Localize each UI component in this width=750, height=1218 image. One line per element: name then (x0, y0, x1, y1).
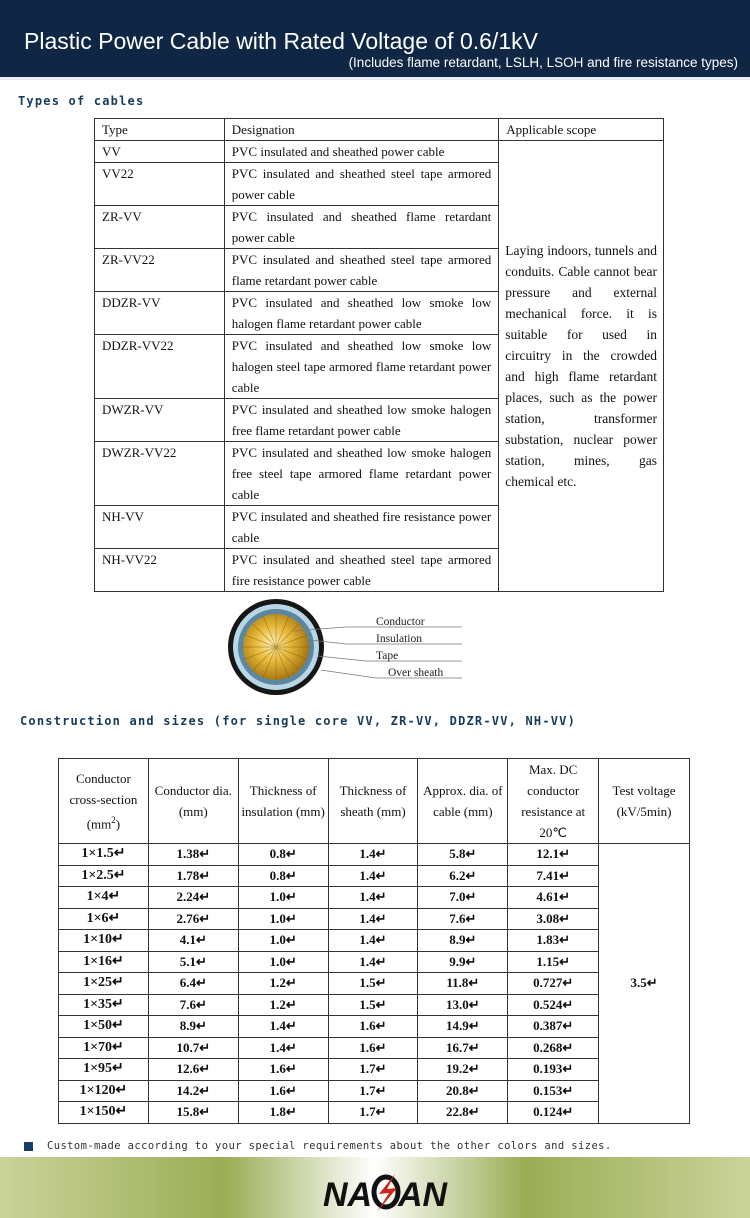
cell-cable-dia: 7.0↵ (418, 887, 508, 909)
cell-sheath: 1.4↵ (328, 887, 418, 909)
cell-dia: 1.78↵ (148, 865, 238, 887)
cell-insulation: 1.4↵ (238, 1016, 328, 1038)
cell-designation: PVC insulated and sheathed low smoke low halogen steel tape armored flame retardant power cable (224, 335, 498, 399)
cell-designation: PVC insulated and sheathed low smoke halogen free steel tape armored flame retardant power cable (224, 442, 498, 506)
cell-sheath: 1.7↵ (328, 1059, 418, 1081)
sizes-row (59, 1102, 690, 1124)
cell-resistance: 3.08↵ (508, 908, 599, 930)
cell-designation: PVC insulated and sheathed low smoke low halogen flame retardant power cable (224, 292, 498, 335)
cell-resistance: 4.61↵ (508, 887, 599, 909)
cell-sheath: 1.4↵ (328, 951, 418, 973)
cell-sheath: 1.5↵ (328, 994, 418, 1016)
cell-section: 1×70↵ (59, 1037, 149, 1059)
header-banner (0, 0, 750, 80)
cable-cross-section-diagram (226, 596, 462, 698)
cell-insulation: 1.4↵ (238, 1037, 328, 1059)
cell-resistance: 0.727↵ (508, 973, 599, 995)
cell-section: 1×1.5↵ (59, 844, 149, 866)
cell-cable-dia: 16.7↵ (418, 1037, 508, 1059)
cell-cable-dia: 5.8↵ (418, 844, 508, 866)
cell-cable-dia: 7.6↵ (418, 908, 508, 930)
cell-applicable-scope: Laying indoors, tunnels and conduits. Cable cannot bear pressure and external mechanical force. it is suitable for used in circuitry in the crowded and high flame retardant places, such as the power station, transformer substation, nuclear power station, mines, gas chemical etc. (499, 141, 664, 592)
cell-insulation: 1.0↵ (238, 887, 328, 909)
sizes-row (59, 1059, 690, 1081)
cell-insulation: 1.8↵ (238, 1102, 328, 1124)
page-subtitle: (Includes flame retardant, LSLH, LSOH and fire resistance types) (348, 55, 738, 70)
custom-note (24, 1140, 612, 1152)
sizes-row (59, 930, 690, 952)
cell-dia: 2.76↵ (148, 908, 238, 930)
cell-sheath: 1.4↵ (328, 908, 418, 930)
cell-resistance: 1.83↵ (508, 930, 599, 952)
sizes-row (59, 994, 690, 1016)
types-table (94, 118, 664, 592)
cell-resistance: 0.124↵ (508, 1102, 599, 1124)
cell-insulation: 1.6↵ (238, 1080, 328, 1102)
cell-cable-dia: 11.8↵ (418, 973, 508, 995)
cell-insulation: 1.0↵ (238, 951, 328, 973)
cell-type: DDZR-VV (95, 292, 225, 335)
cell-dia: 2.24↵ (148, 887, 238, 909)
cell-cable-dia: 13.0↵ (418, 994, 508, 1016)
cell-type: ZR-VV (95, 206, 225, 249)
cell-designation: PVC insulated and sheathed power cable (224, 141, 498, 163)
cell-resistance: 0.268↵ (508, 1037, 599, 1059)
sizes-row (59, 973, 690, 995)
cell-section: 1×25↵ (59, 973, 149, 995)
header-type: Type (95, 119, 225, 141)
sizes-row (59, 1037, 690, 1059)
cell-resistance: 0.153↵ (508, 1080, 599, 1102)
label-over-sheath: Over sheath (388, 667, 444, 679)
cell-dia: 1.38↵ (148, 844, 238, 866)
sizes-row (59, 887, 690, 909)
cell-resistance: 0.524↵ (508, 994, 599, 1016)
cell-section: 1×4↵ (59, 887, 149, 909)
cell-sheath: 1.4↵ (328, 844, 418, 866)
cell-section: 1×16↵ (59, 951, 149, 973)
cell-insulation: 1.0↵ (238, 908, 328, 930)
label-tape: Tape (376, 650, 399, 662)
cell-dia: 4.1↵ (148, 930, 238, 952)
sizes-row (59, 908, 690, 930)
cell-designation: PVC insulated and sheathed steel tape armored fire resistance power cable (224, 549, 498, 592)
cell-designation: PVC insulated and sheathed low smoke halogen free flame retardant power cable (224, 399, 498, 442)
sizes-header-row (59, 759, 690, 844)
cell-resistance: 12.1↵ (508, 844, 599, 866)
cell-cable-dia: 22.8↵ (418, 1102, 508, 1124)
header-cable-dia: Approx. dia. of cable (mm) (418, 759, 508, 844)
cell-section: 1×95↵ (59, 1059, 149, 1081)
cell-dia: 14.2↵ (148, 1080, 238, 1102)
sizes-row (59, 865, 690, 887)
cell-type: NH-VV22 (95, 549, 225, 592)
cell-resistance: 1.15↵ (508, 951, 599, 973)
cell-type: DWZR-VV (95, 399, 225, 442)
svg-text:AN: AN (398, 1176, 448, 1214)
sizes-row (59, 1080, 690, 1102)
bullet-square-icon (24, 1142, 33, 1151)
header-scope: Applicable scope (499, 119, 664, 141)
cell-test-voltage: 3.5↵ (599, 844, 690, 1124)
svg-text:NA: NA (323, 1176, 373, 1214)
label-conductor: Conductor (376, 616, 425, 628)
cell-section: 1×2.5↵ (59, 865, 149, 887)
cell-section: 1×10↵ (59, 930, 149, 952)
cell-type: ZR-VV22 (95, 249, 225, 292)
types-header-row (95, 119, 664, 141)
cell-type: DDZR-VV22 (95, 335, 225, 399)
cell-dia: 8.9↵ (148, 1016, 238, 1038)
sizes-table (58, 758, 690, 1124)
cell-insulation: 1.0↵ (238, 930, 328, 952)
cell-designation: PVC insulated and sheathed steel tape armored power cable (224, 163, 498, 206)
header-conductor-dia: Conductor dia. (mm) (148, 759, 238, 844)
brand-logo (323, 1170, 451, 1214)
cell-cable-dia: 6.2↵ (418, 865, 508, 887)
cell-insulation: 1.6↵ (238, 1059, 328, 1081)
cell-dia: 15.8↵ (148, 1102, 238, 1124)
sizes-row (59, 1016, 690, 1038)
cell-cable-dia: 19.2↵ (418, 1059, 508, 1081)
cell-section: 1×120↵ (59, 1080, 149, 1102)
cell-sheath: 1.7↵ (328, 1080, 418, 1102)
types-heading: Types of cables (18, 94, 145, 108)
cell-section: 1×6↵ (59, 908, 149, 930)
sizes-row (59, 951, 690, 973)
header-designation: Designation (224, 119, 498, 141)
cell-sheath: 1.4↵ (328, 930, 418, 952)
page-title: Plastic Power Cable with Rated Voltage of 0.6/1kV (24, 28, 538, 54)
cell-dia: 5.1↵ (148, 951, 238, 973)
cell-cable-dia: 8.9↵ (418, 930, 508, 952)
cell-sheath: 1.4↵ (328, 865, 418, 887)
sizes-row (59, 844, 690, 866)
cell-type: NH-VV (95, 506, 225, 549)
header-insulation: Thickness of insulation (mm) (238, 759, 328, 844)
cell-section: 1×35↵ (59, 994, 149, 1016)
cell-type: VV22 (95, 163, 225, 206)
cell-cable-dia: 20.8↵ (418, 1080, 508, 1102)
cell-sheath: 1.6↵ (328, 1016, 418, 1038)
label-insulation: Insulation (376, 633, 422, 645)
header-resistance: Max. DC conductor resistance at 20℃ (508, 759, 599, 844)
header-sheath: Thickness of sheath (mm) (328, 759, 418, 844)
cell-dia: 7.6↵ (148, 994, 238, 1016)
cell-type: VV (95, 141, 225, 163)
cell-sheath: 1.7↵ (328, 1102, 418, 1124)
cell-resistance: 0.387↵ (508, 1016, 599, 1038)
cell-type: DWZR-VV22 (95, 442, 225, 506)
header-test-voltage: Test voltage (kV/5min) (599, 759, 690, 844)
cell-section: 1×50↵ (59, 1016, 149, 1038)
cell-cable-dia: 9.9↵ (418, 951, 508, 973)
sizes-heading: Construction and sizes (for single core VV, ZR-VV, DDZR-VV, NH-VV) (20, 714, 577, 728)
cell-cable-dia: 14.9↵ (418, 1016, 508, 1038)
note-text: Custom-made according to your special requirements about the other colors and sizes. (47, 1140, 612, 1152)
cell-resistance: 0.193↵ (508, 1059, 599, 1081)
cell-sheath: 1.5↵ (328, 973, 418, 995)
cell-insulation: 0.8↵ (238, 865, 328, 887)
cell-resistance: 7.41↵ (508, 865, 599, 887)
cell-section: 1×150↵ (59, 1102, 149, 1124)
types-row (95, 141, 664, 163)
cell-insulation: 1.2↵ (238, 994, 328, 1016)
cell-designation: PVC insulated and sheathed steel tape armored flame retardant power cable (224, 249, 498, 292)
cell-designation: PVC insulated and sheathed fire resistance power cable (224, 506, 498, 549)
cell-designation: PVC insulated and sheathed flame retardant power cable (224, 206, 498, 249)
cell-dia: 10.7↵ (148, 1037, 238, 1059)
cell-dia: 12.6↵ (148, 1059, 238, 1081)
header-cross-section: Conductor cross-section $(mm^2)$ (59, 759, 149, 844)
cell-insulation: 0.8↵ (238, 844, 328, 866)
cell-sheath: 1.6↵ (328, 1037, 418, 1059)
cell-insulation: 1.2↵ (238, 973, 328, 995)
cell-dia: 6.4↵ (148, 973, 238, 995)
